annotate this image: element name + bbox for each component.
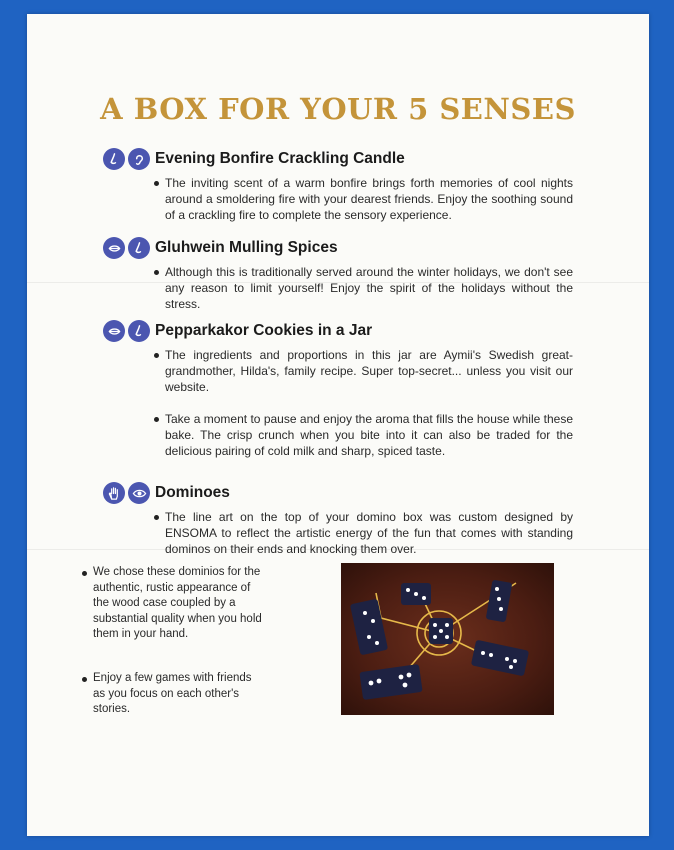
nose-icon	[103, 148, 125, 170]
section-heading: Gluhwein Mulling Spices	[155, 239, 338, 256]
dominoes-photo	[341, 563, 554, 715]
nose-icon	[128, 320, 150, 342]
page-title: A BOX FOR YOUR 5 SENSES	[100, 92, 576, 126]
section-heading: Evening Bonfire Crackling Candle	[155, 150, 405, 167]
bullet-text: Take a moment to pause and enjoy the aroma that fills the house while these bake. The crisp crunch when you bite into it can also be traded for the delicious pairing of cold milk and sharp, spiced taste.	[165, 412, 573, 458]
hand-icon	[103, 482, 125, 504]
mouth-icon	[103, 320, 125, 342]
section-dominoes	[103, 481, 573, 557]
ear-icon	[128, 148, 150, 170]
section-cookies	[103, 319, 573, 459]
bullet-text: The line art on the top of your domino box was custom designed by ENSOMA to reflect the artistic energy of the fun that comes with standing dominos on their ends and knocking them over.	[165, 510, 573, 556]
section-candle	[103, 147, 573, 223]
bullet-text: The ingredients and proportions in this jar are Aymii's Swedish great-grandmother, Hilda's, family recipe. Super top-secret... unless you visit our website.	[165, 348, 573, 394]
section-spices	[103, 236, 573, 312]
section-heading: Dominoes	[155, 484, 230, 501]
sensory-card	[27, 14, 649, 836]
nose-icon	[128, 237, 150, 259]
bullet-text: Although this is traditionally served around the winter holidays, we don't see any reason to limit yourself! Enjoy the spirit of the holidays without the stress.	[165, 265, 573, 311]
section-heading: Pepparkakor Cookies in a Jar	[155, 322, 373, 339]
bullet-text: Enjoy a few games with friends as you focus on each other's stories.	[93, 671, 263, 718]
eye-icon	[128, 482, 150, 504]
bullet-text: We chose these dominios for the authentic, rustic appearance of the wood case coupled by a substantial quality when you hold them in your hand.	[93, 565, 263, 643]
bullet-text: The inviting scent of a warm bonfire brings forth memories of cool nights around a smoldering fire with your dearest friends. Enjoy the soothing sound of a crackling fire to complete the sensory experience.	[165, 176, 573, 222]
mouth-icon	[103, 237, 125, 259]
